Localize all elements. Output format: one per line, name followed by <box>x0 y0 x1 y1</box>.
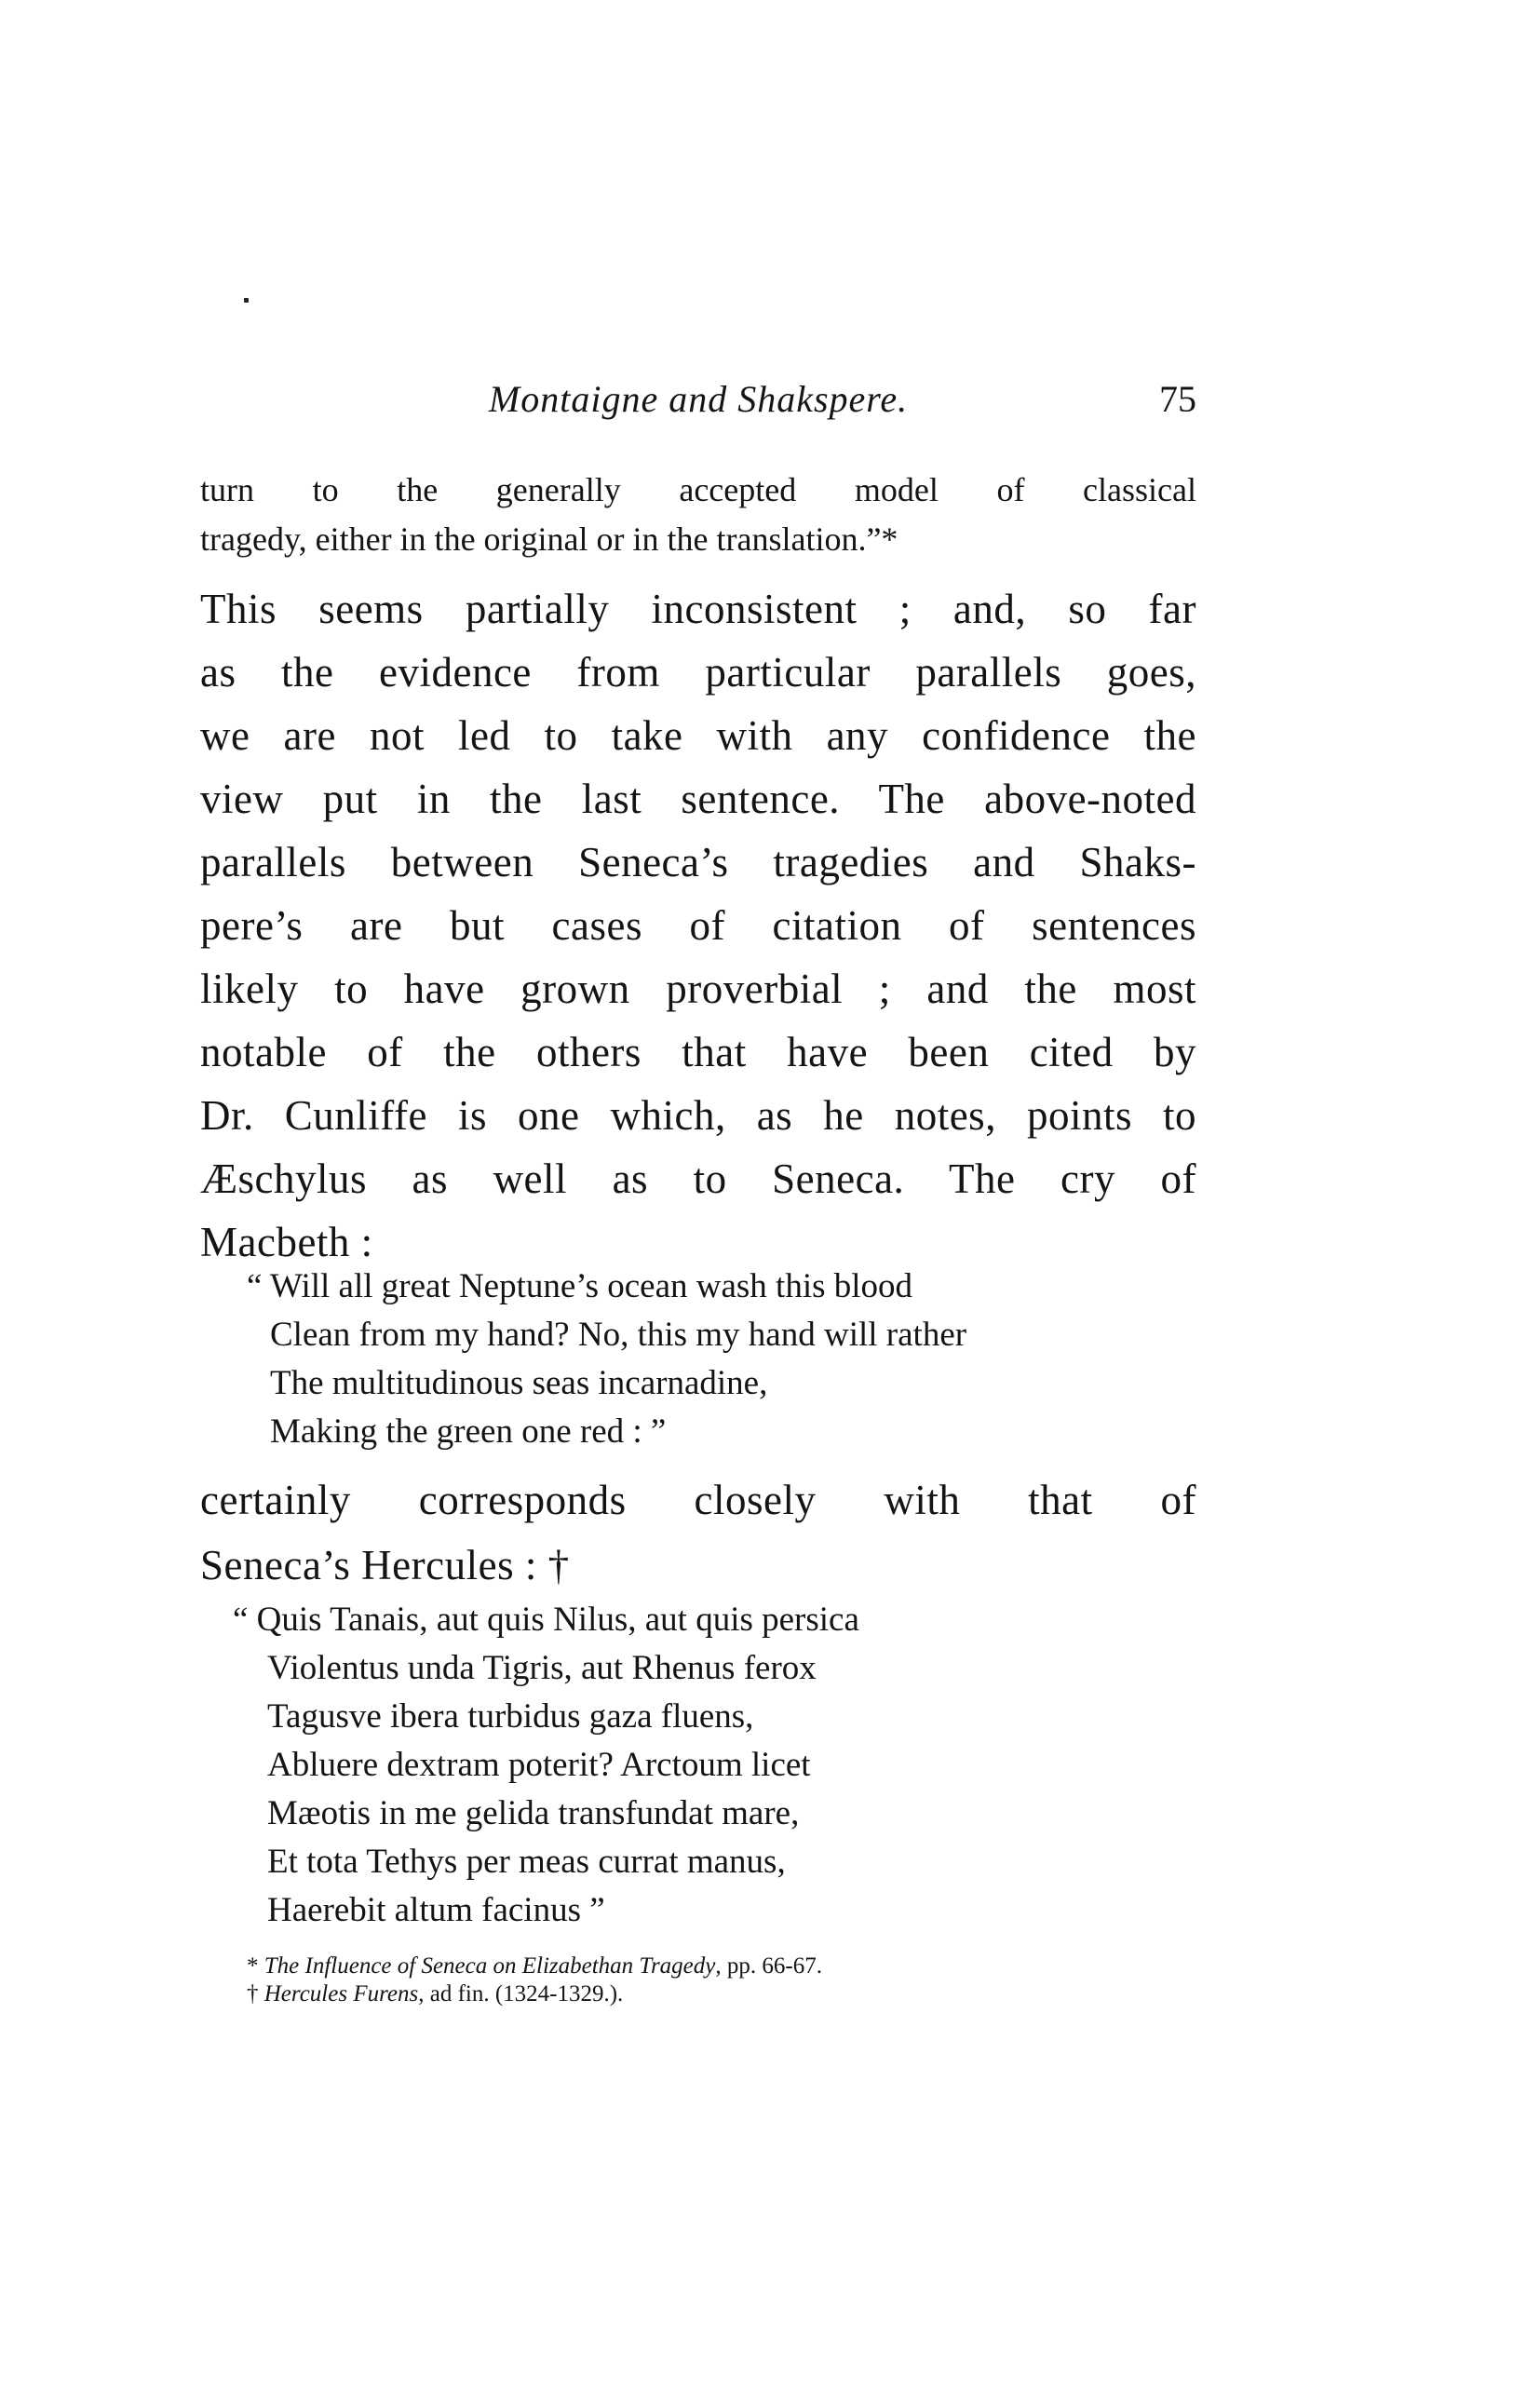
page-header <box>200 377 1196 424</box>
page-number: 75 <box>1159 378 1196 420</box>
footnote <box>247 1953 822 1979</box>
text-line: tragedy, either in the original or in the translation.”* <box>200 520 898 558</box>
footnote-pages: , pp. 66-67. <box>715 1953 822 1979</box>
verse-line: Clean from my hand? No, this my hand will rather <box>270 1316 967 1354</box>
verse-line: Mæotis in me gelida transfundat mare, <box>267 1794 800 1832</box>
text-line: pere’s are but cases of citation of sentences <box>200 902 1196 949</box>
footnote-work-title: Hercules Furens <box>263 1981 419 2006</box>
verse-line: “ Quis Tanais, aut quis Nilus, aut quis persica <box>233 1601 859 1639</box>
verse-line: Making the green one red : ” <box>270 1412 667 1451</box>
verse-line: The multitudinous seas incarnadine, <box>270 1364 768 1402</box>
text-line: Seneca’s Hercules : † <box>200 1542 570 1588</box>
printing-speck <box>244 298 249 303</box>
footnote-mark: † <box>247 1981 259 2006</box>
footnote-pages: , ad fin. (1324-1329.). <box>418 1981 624 2006</box>
footnote-work-title: The Influence of Seneca on Elizabethan Tragedy <box>263 1953 716 1979</box>
text-line: view put in the last sentence. The above-noted <box>200 776 1196 822</box>
verse-line: Et tota Tethys per meas currat manus, <box>267 1843 786 1881</box>
running-title: Montaigne and Shakspere. <box>488 378 909 420</box>
text-line: Dr. Cunliffe is one which, as he notes, points to <box>200 1092 1196 1139</box>
text-line: likely to have grown proverbial ; and the most <box>200 966 1196 1012</box>
text-line: as the evidence from particular parallels goes, <box>200 649 1196 696</box>
text-line: Æschylus as well as to Seneca. The cry of <box>200 1155 1196 1202</box>
verse-line: Haerebit altum facinus ” <box>267 1891 605 1929</box>
text-line: parallels between Seneca’s tragedies and Shaks- <box>200 839 1196 885</box>
text-line: Macbeth : <box>200 1219 373 1265</box>
text-line: certainly corresponds closely with that of <box>200 1477 1196 1523</box>
footnote <box>247 1981 623 2007</box>
text-line: turn to the generally accepted model of classical <box>200 471 1196 508</box>
verse-line: Abluere dextram poterit? Arctoum licet <box>267 1746 811 1784</box>
text-line: notable of the others that have been cited by <box>200 1029 1196 1075</box>
verse-line: Violentus unda Tigris, aut Rhenus ferox <box>267 1649 817 1687</box>
verse-line: “ Will all great Neptune’s ocean wash this blood <box>247 1267 913 1305</box>
text-line: we are not led to take with any confidence the <box>200 712 1196 759</box>
footnote-mark: * <box>247 1953 259 1979</box>
text-line: This seems partially inconsistent ; and, so far <box>200 586 1196 632</box>
verse-line: Tagusve ibera turbidus gaza fluens, <box>267 1697 754 1736</box>
